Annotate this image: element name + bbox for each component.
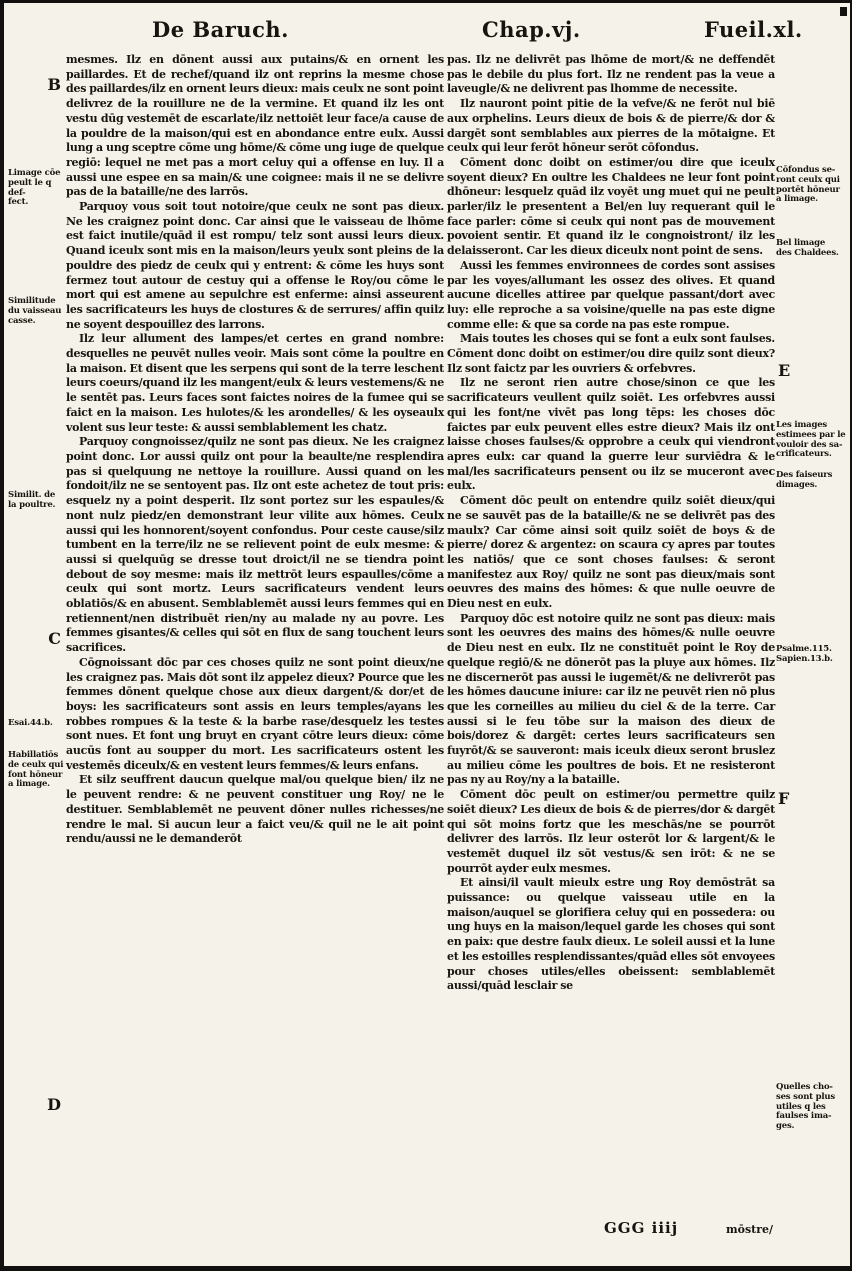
gathering-signature: GGG iiij <box>604 1219 679 1237</box>
body-paragraph: Cōment donc doibt on estimer/ou dire que iceulx soyent dieux? En oultre les Chaldees ne leur font point dhōneur: lesquelz quād ilz voyēt ung muet qui ne peult parler/ilz le presentent a Bel/en luy requerant quil le face parler: cōme si ceulx qui nont pas de mouvement povoient sentir. Et quand ilz le congnoistront/ ilz les delaisseront. Car les dieux diceulx nont point de sens. <box>447 155 775 258</box>
margin-note-line: dimages. <box>776 479 818 490</box>
catchword: mōstre/ <box>726 1223 774 1236</box>
margin-note-line: a limage. <box>8 779 50 790</box>
margin-note <box>776 239 850 259</box>
folio-number: Fueil.xl. <box>704 17 803 42</box>
margin-note-line: fect. <box>8 197 29 208</box>
margin-note <box>6 297 65 326</box>
margin-note <box>776 471 850 491</box>
margin-note <box>776 421 850 460</box>
body-paragraph: Aussi les femmes environnees de cordes sont assises par les voyes/allumant les ossez des olives. Et quand aucune dicelles attiree par quelque passant/dort avec luy: elle reproche a sa voisine/quelle na pas este digne comme elle: & que sa corde na pas este rompue. <box>447 258 775 331</box>
margin-note <box>6 719 65 729</box>
text-column-left <box>66 53 444 847</box>
right-marginalia <box>776 3 850 1266</box>
margin-note-line: faulses ima- <box>776 1111 832 1122</box>
margin-note-line: estimees par le <box>776 429 846 440</box>
running-header <box>4 17 850 51</box>
margin-note-line: ges. <box>776 1121 795 1132</box>
left-marginalia <box>6 3 63 1266</box>
margin-note <box>776 1083 850 1132</box>
margin-note-line: Des faiseurs <box>776 470 833 480</box>
margin-note-line: a limage. <box>776 194 818 205</box>
margin-note <box>776 166 850 205</box>
running-title: De Baruch. <box>152 17 289 42</box>
margin-note-line: la poultre. <box>8 499 56 510</box>
margin-note-line: font hōneur <box>8 769 63 780</box>
margin-note-line: ses sont plus <box>776 1091 835 1102</box>
body-paragraph: Ilz nauront point pitie de la vefve/& ne ferōt nul biē aux orphelins. Leurs dieux de bois & de pierre/& dor & dargēt sont semblables aux pierres de la mōtaigne. Et ceulx qui leur ferōt hōneur serōt cōfondus. <box>447 97 775 155</box>
margin-note-line: Quelles cho- <box>776 1082 833 1092</box>
margin-note-line: vouloir des sa- <box>776 439 843 450</box>
margin-note-line: portēt hōneur <box>776 184 840 195</box>
body-paragraph: pas. Ilz ne delivrēt pas lhōme de mort/& ne deffendēt pas le debile du plus fort. Ilz ne rendent pas la veue a laveugle/& ne delivrent pas lhomme de necessite. <box>447 53 775 96</box>
margin-note-line: des Chaldees. <box>776 247 839 258</box>
body-paragraph: Cōment dōc peult on entendre quilz soiēt dieux/qui ne se sauvēt pas de la bataille/& ne se delivrēt pas des maulx? Car cōme ainsi soit quilz soiēt de boys & de pierre/ dorez & argentez: on scaura cy apres par toutes les natiōs/ que ce sont choses faulses: & seront manifestez aux Roy/ quilz ne sont pas dieux/mais sont oeuvres des mains des hōmes: & que nulle oeuvre de Dieu nest en eulx. <box>447 494 775 611</box>
body-paragraph: Parquoy congnoissez/quilz ne sont pas dieux. Ne les craignez point donc. Lor aussi quilz ont pour la beaulte/ne resplendira pas si quelquung ne nettoye la rouillure. Aussi quand on les fondoit/ilz ne se sentoyent pas. Ilz ont este achetez de tout pris: esquelz ny a point desperit. Ilz sont portez sur les espaules/& nont nulz piedz/en demonstrant leur vilite aux hōmes. Ceulx aussi qui les honnorent/soyent confondus. Pour ceste cause/silz tumbent en la terre/ilz ne se relievent point de eulx mesme: & aussi si quelquūg se dresse tout droict/il ne se tiendra point debout de soy mesme: mais ilz mettrōt leurs espaulles/cōme a ceulx qui sont mortz. Leurs sacrificateurs vendent leurs oblatiōs/& en abusent. Semblablemēt aussi leurs femmes qui en retiennent/nen distribuēt rien/ny au malade ny au povre. Les femmes gisantes/& celles qui sōt en flux de sang touchent leurs sacrifices. <box>66 435 444 655</box>
margin-note-line: ront ceulx qui <box>776 174 840 185</box>
margin-note-line: de ceulx qui <box>8 759 64 770</box>
margin-note-line: Habillatiōs <box>8 750 59 760</box>
margin-note-line: Bel limage <box>776 238 826 248</box>
margin-note-line: Similitude <box>8 296 56 306</box>
body-paragraph: Et ainsi/il vault mieulx estre ung Roy demōstrāt sa puissance: ou quelque vaisseau utile en la maison/auquel se glorifiera celuy qui en possedera: ou ung huys en la maison/lequel garde les choses qui sont en paix: que destre faulx dieux. Le soleil aussi et la lune et les estoilles resplendissantes/quād elles sōt envoyees pour choses utiles/elles obeissent: semblablemēt aussi/quād lesclair se <box>447 876 775 993</box>
margin-note-line: du vaisseau <box>8 305 62 316</box>
margin-note <box>6 169 65 208</box>
margin-note-line: Les images <box>776 420 827 430</box>
margin-note-line: peult le q def- <box>8 177 52 198</box>
margin-note-line: utiles q les <box>776 1101 826 1112</box>
margin-note <box>6 751 65 790</box>
margin-note-line: Limage cōe <box>8 168 61 178</box>
margin-note-line: crificateurs. <box>776 449 832 460</box>
section-letter-F: F <box>778 789 790 808</box>
body-paragraph: Ilz ne seront rien autre chose/sinon ce que les sacrificateurs veullent quilz soiēt. Les orfebvres aussi qui les font/ne vivēt pas long tēps: les choses dōc faictes par eulx peuvent elles estre dieux? Mais ilz ont laisse choses faulses/& opprobre a ceulx qui viendront apres eulx: car quand la guerre leur surviēdra & le mal/les sacrificateurs pensent ou ilz se muceront avec eulx. <box>447 376 775 493</box>
margin-note-line: Similit. de <box>8 490 56 500</box>
margin-note-line: Esai.44.b. <box>8 718 53 728</box>
body-paragraph: Parquoy vous soit tout notoire/que ceulx ne sont pas dieux. Ne les craignez point donc. Car ainsi que le vaisseau de lhōme est faict inutile/quād il est rompu/ telz sont aussi leurs dieux. Quand iceulx sont mis en la maison/leurs yeulx sont pleins de la pouldre des piedz de ceulx qui y entrent: & cōme les huys sont fermez tout autour de cestuy qui a offense le Roy/ou cōme le mort qui est amene au sepulchre est enferme: ainsi asseurent les sacrificateurs les huys de clostures & de serrures/ affin quilz ne soyent despouillez des larrons. <box>66 200 444 331</box>
section-letter-D: D <box>47 1095 61 1114</box>
body-paragraph: Cōgnoissant dōc par ces choses quilz ne sont point dieux/ne les craignez pas. Mais dōt sont ilz appelez dieux? Pource que les femmes dōnent quelque chose aux dieux dargent/& dor/et de boys: les sacrificateurs sont assis en leurs temples/ayans les robbes rompues & la teste & la barbe rase/desquelz les testes sont nues. Et font ung bruyt en cryant cōtre leurs dieux: cōme aucūs font au soupper du mort. Les sacrificateurs ostent les vestemēs diceulx/& en vestent leurs femmes/& leurs enfans. <box>66 655 444 772</box>
margin-note-line: Psalme.115. <box>776 644 832 654</box>
body-paragraph: Mais toutes les choses qui se font a eulx sont faulses. Cōment donc doibt on estimer/ou dire quilz sont dieux? Ilz sont faictz par les ouvriers & orfebvres. <box>447 332 775 375</box>
margin-note <box>6 491 65 511</box>
body-paragraph: Ilz leur allument des lampes/et certes en grand nombre: desquelles ne peuvēt nulles veoir. Mais sont cōme la poultre en la maison. Et disent que les serpens qui sont de la terre leschent leurs coeurs/quand ilz les mangent/eulx & leurs vestemens/& ne le sentēt pas. Leurs faces sont faictes noires de la fumee qui se faict en la maison. Les hulotes/& les arondelles/ & les oyseaulx volent sus leur teste: & aussi semblablement les chatz. <box>66 332 444 434</box>
section-letter-C: C <box>48 629 61 648</box>
body-paragraph: Parquoy dōc est notoire quilz ne sont pas dieux: mais sont les oeuvres des mains des hōmes/& nulle oeuvre de Dieu nest en eulx. Ilz ne constituēt point le Roy de quelque regiō/& ne dōnerōt pas la pluye aux hōmes. Ilz ne discernerōt pas aussi le iugemēt/& ne delivrerōt pas les hōmes daucune iniure: car ilz ne peuvēt rien nō plus que les corneilles au milieu du ciel & de la terre. Car aussi si le feu tōbe sur la maison des dieux de bois/dorez & dargēt: certes leurs sacrificateurs sen fuyrōt/& se sauveront: mais iceulx dieux seront bruslez au milieu cōme les poultres de bois. Et ne resisteront pas ny au Roy/ny a la bataille. <box>447 611 775 787</box>
section-letter-B: B <box>47 75 61 94</box>
margin-note-line: Sapien.13.b. <box>776 653 833 664</box>
body-paragraph: Et silz seuffrent daucun quelque mal/ou quelque bien/ ilz ne le peuvent rendre: & ne peuvent constituer ung Roy/ ne le destituer. Semblablemēt ne peuvent dōner nulles richesses/ne rendre le mal. Si aucun leur a faict veu/& quil ne le ait point rendu/aussi ne le demanderōt <box>66 773 444 846</box>
margin-note-line: casse. <box>8 315 36 326</box>
body-paragraph: mesmes. Ilz en dōnent aussi aux putains/& en ornent les paillardes. Et de rechef/quand ilz ont reprins la mesme chose des paillardes/ilz en ornent leurs dieux: mais ceulx ne sont point delivrez de la rouillure ne de la vermine. Et quand ilz les ont vestu dūg vestemēt de escarlate/ilz nettoiēt leur face/a cause de la pouldre de la maison/qui est en abondance entre eulx. Aussi lung a ung sceptre cōme ung hōme/& cōme ung iuge de quelque regiō: lequel ne met pas a mort celuy qui a offense en luy. Il a aussi une espee en sa main/& une coignee: mais il ne se delivre pas de la bataille/ne des larrōs. <box>66 53 444 199</box>
chapter-heading: Chap.vj. <box>482 17 581 42</box>
margin-note <box>776 645 850 665</box>
text-column-right <box>447 53 775 994</box>
body-paragraph: Cōment dōc peult on estimer/ou permettre quilz soiēt dieux? Les dieux de bois & de pierres/dor & dargēt qui sōt moins fortz que les meschās/ne se pourrōt delivrer des larrōs. Ilz leur osterōt lor & largent/& le vestemēt duquel ilz sōt vestus/& sen irōt: & ne se pourrōt ayder eulx mesmes. <box>447 788 775 875</box>
margin-note-line: Cōfondus se- <box>776 165 836 175</box>
section-letter-E: E <box>778 361 791 380</box>
